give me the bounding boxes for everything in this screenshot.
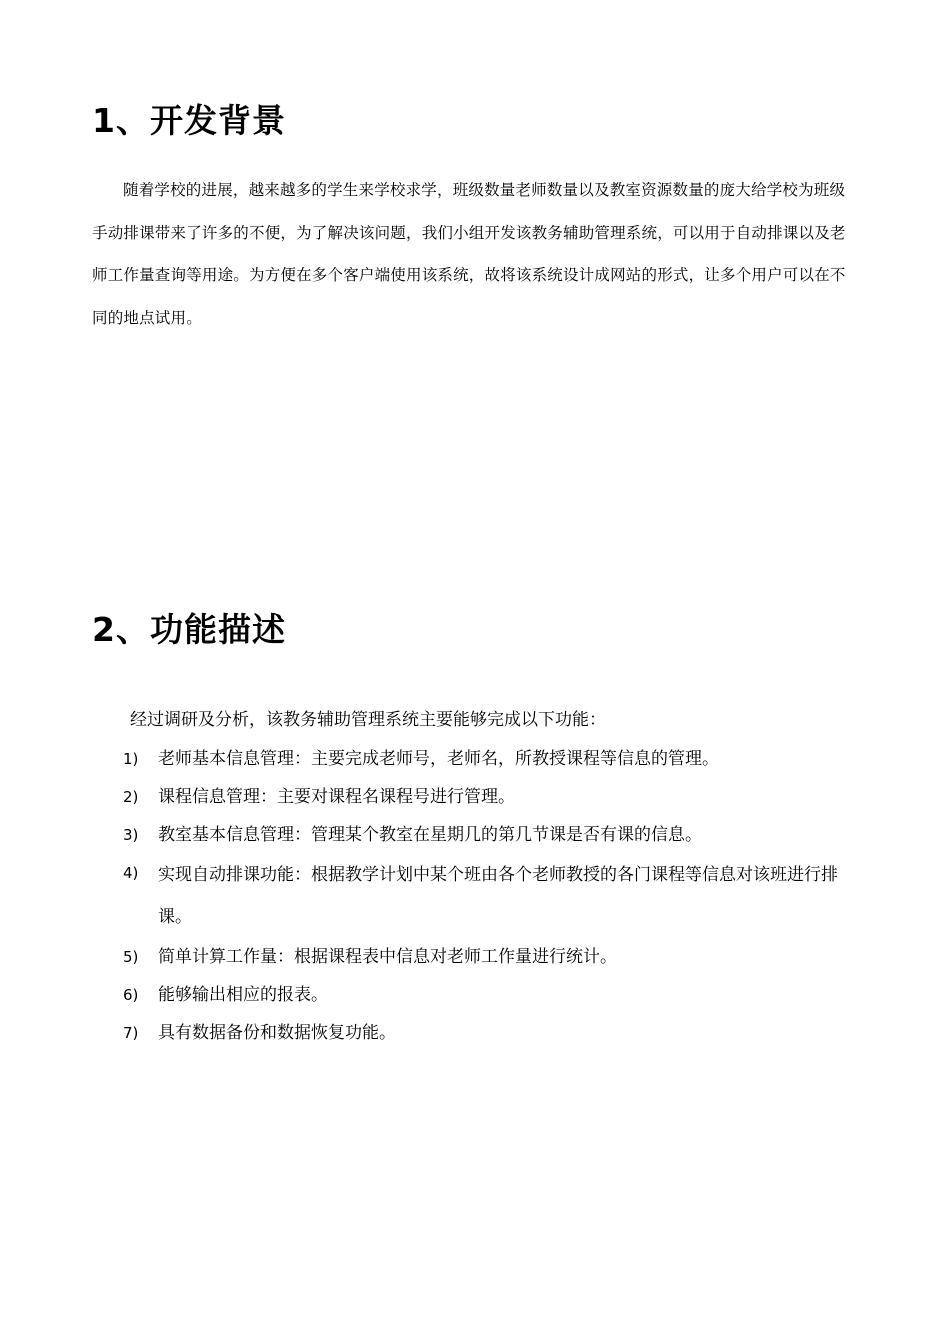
list-item-number: 6) bbox=[123, 986, 139, 1004]
list-item bbox=[123, 816, 863, 854]
list-item-number: 2) bbox=[123, 788, 139, 806]
list-item bbox=[123, 976, 863, 1014]
features-intro: 经过调研及分析，该教务辅助管理系统主要能够完成以下功能： bbox=[130, 710, 606, 730]
list-item bbox=[123, 1014, 863, 1052]
list-item-text: 教室基本信息管理：管理某个教室在星期几的第几节课是否有课的信息。 bbox=[158, 825, 702, 845]
list-item bbox=[123, 778, 863, 816]
section-heading-features: 2、功能描述 bbox=[92, 610, 286, 649]
list-item-text: 具有数据备份和数据恢复功能。 bbox=[158, 1023, 396, 1043]
list-item-number: 3) bbox=[123, 826, 139, 844]
list-item bbox=[123, 740, 863, 778]
list-item-text: 老师基本信息管理：主要完成老师号，老师名，所教授课程等信息的管理。 bbox=[158, 749, 719, 769]
feature-list bbox=[123, 740, 863, 1052]
list-item-text: 实现自动排课功能：根据教学计划中某个班由各个老师教授的各门课程等信息对该班进行排课。 bbox=[158, 865, 838, 927]
section-heading-background: 1、开发背景 bbox=[92, 101, 286, 140]
background-paragraph: 随着学校的进展，越来越多的学生来学校求学，班级数量老师数量以及教室资源数量的庞大给学校为班级手动排课带来了许多的不便，为了解决该问题，我们小组开发该教务辅助管理系统，可以用于自动排课以及老师工作量查询等用途。为方便在多个客户端使用该系统，故将该系统设计成网站的形式，让多个用户可以在不同的地点试用。 bbox=[92, 181, 846, 327]
list-item-text: 能够输出相应的报表。 bbox=[158, 985, 328, 1005]
list-item-number: 1) bbox=[123, 750, 139, 768]
list-item-number: 7) bbox=[123, 1024, 139, 1042]
list-item-text: 课程信息管理：主要对课程名课程号进行管理。 bbox=[158, 787, 515, 807]
list-item-number: 4) bbox=[123, 864, 139, 882]
list-item-text: 简单计算工作量：根据课程表中信息对老师工作量进行统计。 bbox=[158, 947, 617, 967]
list-item-number: 5) bbox=[123, 948, 139, 966]
list-item bbox=[123, 938, 863, 976]
list-item bbox=[123, 854, 863, 938]
